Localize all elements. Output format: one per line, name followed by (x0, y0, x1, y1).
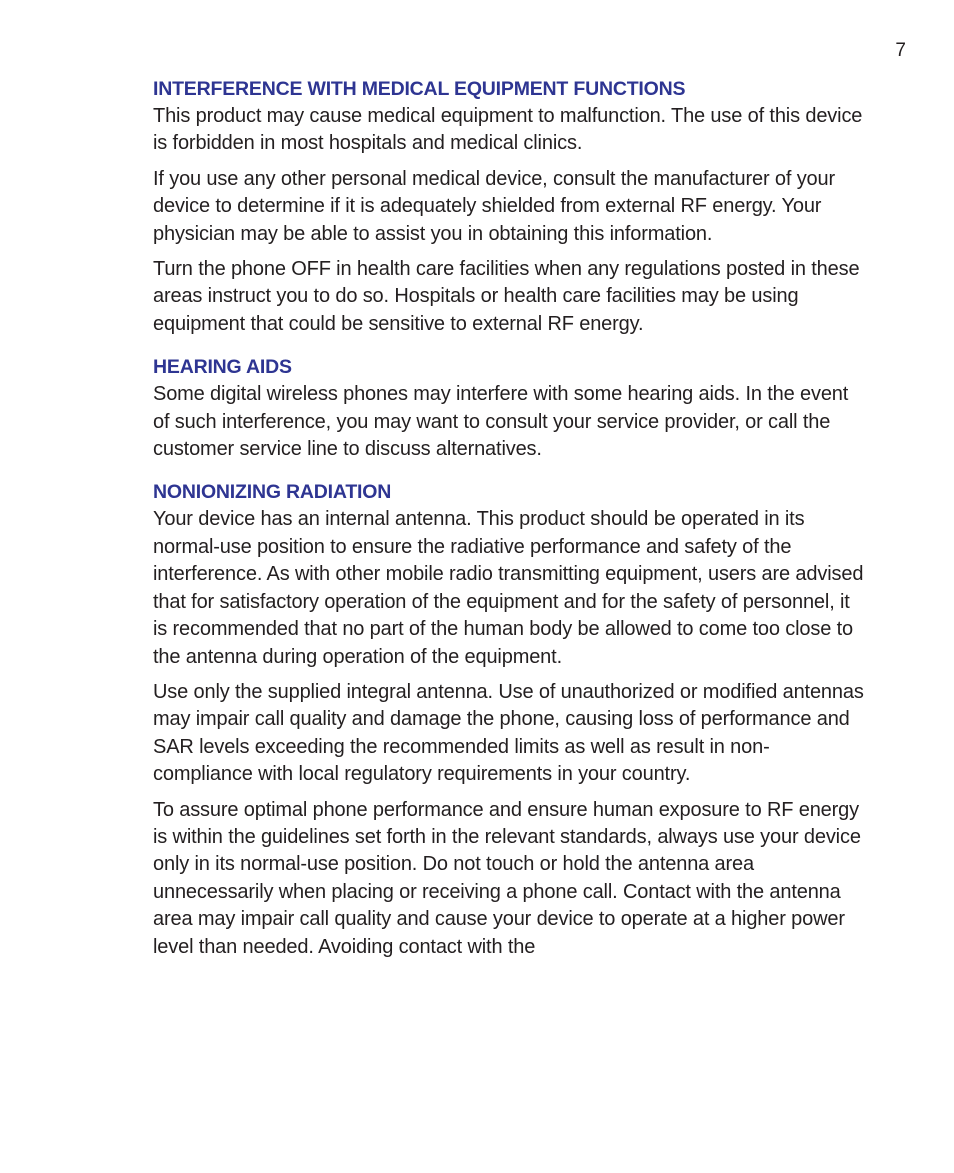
paragraph: Use only the supplied integral antenna. Use of unauthorized or modified antennas may impair call quality and damage the phone, causing loss of performance and SAR levels exceeding the recommended limits as well as result in non-compliance with local regulatory requirements in your country. (153, 680, 864, 786)
paragraph: Some digital wireless phones may interfere with some hearing aids. In the event of such interference, you may want to consult your service provider, or call the customer service line to discuss alternatives. (153, 383, 849, 461)
paragraph: This product may cause medical equipment to malfunction. The use of this device is forbidden in most hospitals and medical clinics. (153, 105, 863, 155)
section-hearing-aids (153, 354, 869, 463)
paragraph: Turn the phone OFF in health care facilities when any regulations posted in these areas instruct you to do so. Hospitals or health care facilities may be using equipment that could be sensitive to external RF energy. (153, 258, 860, 335)
section-heading-hearing-aids: HEARING AIDS (153, 356, 292, 379)
paragraph: If you use any other personal medical device, consult the manufacturer of your device to determine if it is adequately shielded from external RF energy. Your physician may be able to assist you in obtaining this information. (153, 167, 836, 245)
paragraph: To assure optimal phone performance and ensure human exposure to RF energy is within the guidelines set forth in the relevant standards, always use your device only in its normal-use position. Do not touch or hold the antenna area unnecessarily when placing or receiving a phone call. Contact with the antenna area may impair call quality and cause your device to operate at a higher power level than needed. Avoiding contact with the (153, 798, 861, 958)
document-body (153, 76, 869, 977)
page-number: 7 (895, 40, 906, 61)
paragraph: Your device has an internal antenna. This product should be operated in its normal-use position to ensure the radiative performance and safety of the interference. As with other mobile radio transmitting equipment, users are advised that for satisfactory operation of the equipment and for the safety of personnel, it is recommended that no part of the human body be allowed to come too close to the antenna during operation of the equipment. (153, 508, 864, 668)
section-nonionizing-radiation (153, 479, 869, 961)
section-heading-nonionizing-radiation: NONIONIZING RADIATION (153, 481, 392, 504)
section-medical-equipment (153, 76, 869, 338)
section-heading-medical-equipment: INTERFERENCE WITH MEDICAL EQUIPMENT FUNCTIONS (153, 78, 686, 100)
